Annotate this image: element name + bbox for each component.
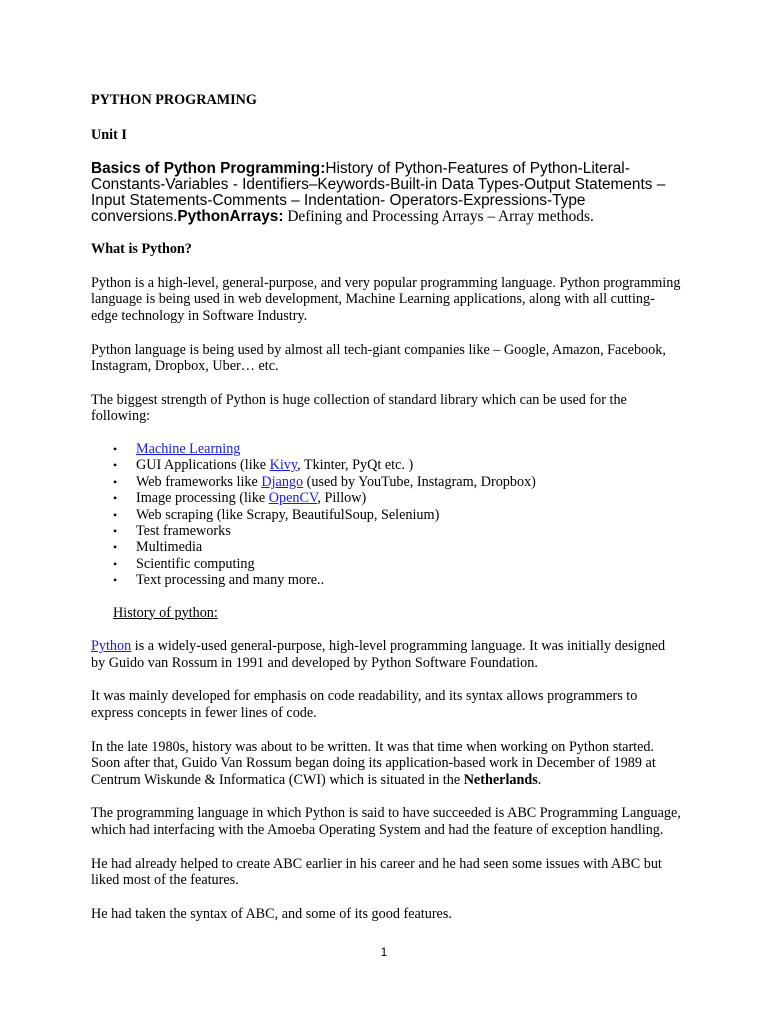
unit-summary	[91, 161, 681, 225]
python-link[interactable]: Python	[91, 638, 132, 655]
document-title: PYTHON PROGRAMING	[91, 92, 257, 108]
paragraph-strength: The biggest strength of Python is huge collection of standard library which can be used for the following:	[91, 391, 627, 425]
list-item	[91, 507, 681, 523]
list-item-text: , Pillow)	[317, 490, 367, 507]
machine-learning-link[interactable]: Machine Learning	[136, 440, 241, 457]
section-heading-history: History of python:	[113, 604, 218, 621]
document-body	[91, 92, 681, 922]
opencv-link[interactable]: OpenCV	[268, 490, 318, 507]
paragraph-abc-language: The programming language in which Python is said to have succeeded is ABC Programming Language, which had interfacing with the Amoeba Operating System and had the feature of exception handling.	[91, 805, 681, 838]
list-item	[91, 457, 681, 473]
netherlands-bold: Netherlands	[463, 771, 538, 788]
bullet-icon: •	[113, 523, 118, 538]
list-item	[91, 474, 681, 490]
paragraph-abc-career: He had already helped to create ABC earlier in his career and he had seen some issues with ABC but liked most of the features.	[91, 855, 662, 889]
list-item	[91, 523, 681, 539]
list-item-text: Scientific computing	[136, 555, 255, 572]
list-item	[91, 572, 681, 588]
paragraph-text: In the late 1980s, history was about to be written. It was that time when working on Python started. Soon after that, Guido Van Rossum began doing its application-based work in December of 1989 at Centrum Wiskunde & Informatica (CWI) which is situated in the	[91, 738, 656, 788]
list-item	[91, 490, 681, 506]
list-item-text: Test frameworks	[136, 522, 231, 539]
bullet-icon: •	[113, 573, 118, 588]
list-item-text: Multimedia	[136, 539, 203, 556]
paragraph-history-origin	[91, 638, 681, 671]
arrays-heading: PythonArrays:	[177, 208, 284, 226]
paragraph-companies: Python language is being used by almost all tech-giant companies like – Google, Amazon, Facebook, Instagram, Dropbox, Uber… etc.	[91, 341, 666, 375]
list-item	[91, 539, 681, 555]
bullet-icon: •	[113, 458, 118, 473]
bullet-icon: •	[113, 556, 118, 571]
arrays-topics: Defining and Processing Arrays – Array methods.	[283, 208, 594, 226]
list-item	[91, 441, 681, 457]
bullet-icon: •	[113, 507, 118, 522]
paragraph-readability: It was mainly developed for emphasis on code readability, and its syntax allows programmers to express concepts in fewer lines of code.	[91, 688, 638, 721]
list-item-text: GUI Applications (like	[136, 457, 270, 474]
bullet-icon: •	[113, 474, 118, 489]
list-item-text: , Tkinter, PyQt etc. )	[297, 457, 414, 474]
paragraph-intro: Python is a high-level, general-purpose, and very popular programming language. Python programming language is being used in web development, Machine Learning applications, along with all cutting-edge technology in Software Industry.	[91, 274, 681, 324]
page-number: 1	[380, 945, 388, 959]
paragraph-text: is a widely-used general-purpose, high-level programming language. It was initially designed by Guido van Rossum in 1991 and developed by Python Software Foundation.	[91, 638, 666, 671]
paragraph-1980s	[91, 739, 681, 789]
paragraph-text: .	[537, 771, 542, 788]
list-item-text: (used by YouTube, Instagram, Dropbox)	[303, 473, 536, 490]
basics-topics: History of Python-Features of Python-Literal-Constants-Variables - Identifiers–Keywords-Built-in Data Types-Output Statements – Input Statements-Comments – Indentation- Operators-Expressions-Type conversions.	[91, 160, 666, 226]
kivy-link[interactable]: Kivy	[269, 457, 298, 474]
basics-heading: Basics of Python Programming:	[91, 160, 326, 178]
paragraph-abc-syntax: He had taken the syntax of ABC, and some of its good features.	[91, 905, 452, 922]
bullet-icon: •	[113, 441, 118, 456]
bullet-icon: •	[113, 491, 118, 506]
list-item	[91, 556, 681, 572]
bullet-icon: •	[113, 540, 118, 555]
list-item-text: Web frameworks like	[136, 473, 262, 490]
list-item-text: Text processing and many more..	[136, 572, 325, 589]
unit-heading: Unit I	[91, 126, 127, 143]
django-link[interactable]: Django	[261, 473, 304, 490]
section-heading-what-is-python: What is Python?	[91, 241, 192, 258]
list-item-text: Image processing (like	[136, 490, 269, 507]
uses-list	[91, 441, 681, 589]
list-item-text: Web scraping (like Scrapy, BeautifulSoup, Selenium)	[136, 506, 440, 523]
